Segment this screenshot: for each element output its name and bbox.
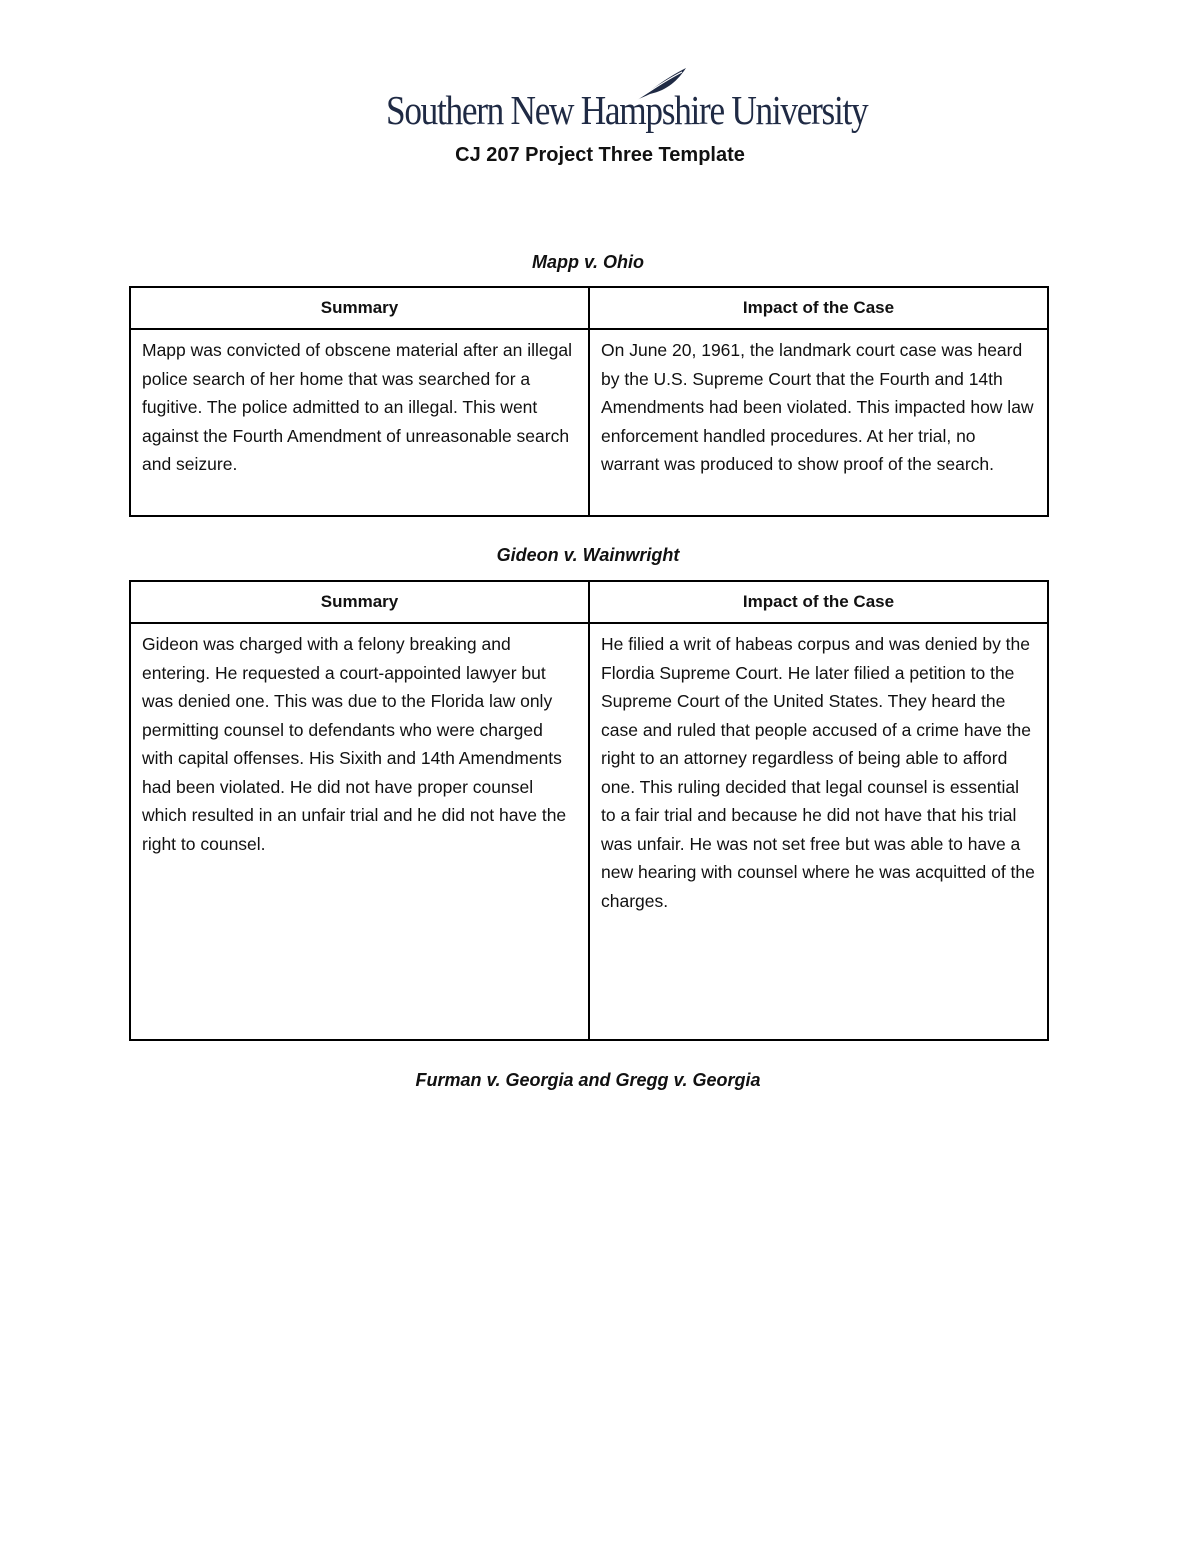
impact-header: Impact of the Case — [589, 287, 1048, 329]
table-row — [130, 623, 1048, 1040]
table-header-row — [130, 581, 1048, 623]
impact-cell: He filied a writ of habeas corpus and was denied by the Flordia Supreme Court. He later filied a petition to the Supreme Court of the United States. They heard the case and ruled that people accused of a crime have the right to an attorney regardless of being able to afford one. This ruling decided that legal counsel is essential to a fair trial and because he did not have that his trial was unfair. He was not set free but was able to have a new hearing with counsel where he was acquitted of the charges. — [589, 623, 1048, 1040]
case-title-mapp: Mapp v. Ohio — [531, 252, 644, 272]
university-logo — [384, 66, 868, 140]
summary-cell: Mapp was convicted of obscene material after an illegal police search of her home that was searched for a fugitive. The police admitted to an illegal. This went against the Fourth Amendment of unreasonable search and seizure. — [130, 329, 589, 516]
case-title-gideon: Gideon v. Wainwright — [496, 545, 680, 565]
case-table-mapp — [129, 286, 1049, 517]
summary-header: Summary — [130, 581, 589, 623]
impact-cell: On June 20, 1961, the landmark court case was heard by the U.S. Supreme Court that the Fourth and 14th Amendments had been violated. This impacted how law enforcement handled procedures. At her trial, no warrant was produced to show proof of the search. — [589, 329, 1048, 516]
case-table-gideon — [129, 580, 1049, 1041]
logo-wordmark: Southern New Hampshire University — [386, 87, 868, 133]
summary-cell: Gideon was charged with a felony breaking and entering. He requested a court-appointed lawyer but was denied one. This was due to the Florida law only permitting counsel to defendants who were charged with capital offenses. His Sixith and 14th Amendments had been violated. He did not have proper counsel which resulted in an unfair trial and he did not have the right to counsel. — [130, 623, 589, 1040]
impact-header: Impact of the Case — [589, 581, 1048, 623]
summary-header: Summary — [130, 287, 589, 329]
table-header-row — [130, 287, 1048, 329]
case-title-furman-gregg: Furman v. Georgia and Gregg v. Georgia — [415, 1070, 761, 1090]
document-title: CJ 207 Project Three Template — [455, 144, 745, 166]
table-row — [130, 329, 1048, 516]
